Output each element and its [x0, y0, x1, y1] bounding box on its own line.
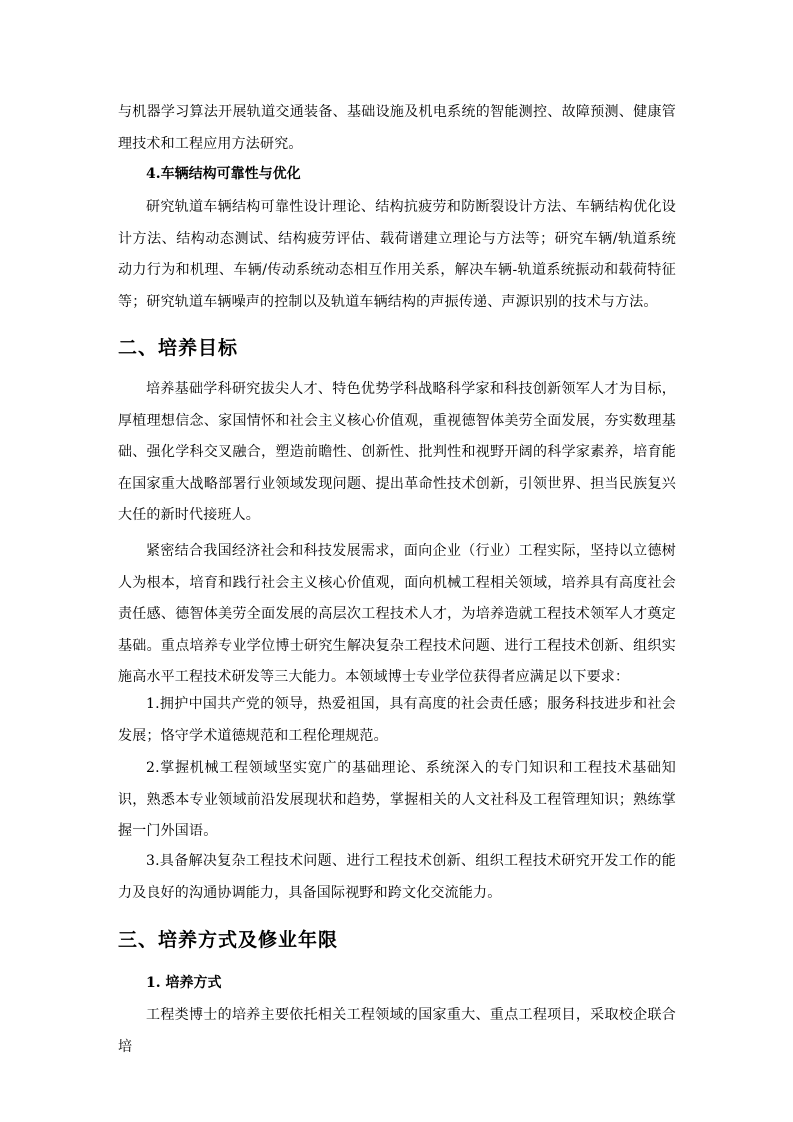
subheading-vehicle-structure-reliability: 4.车辆结构可靠性与优化 [146, 166, 301, 182]
subheading-training-mode: 1. 培养方式 [146, 975, 222, 991]
requirement-item-1: 1.拥护中国共产党的领导，热爱祖国，具有高度的社会责任感；服务科技进步和社会发展；恪守学术道德规范和工程伦理规范。 [118, 696, 676, 744]
requirement-item-2: 2.掌握机械工程领域坚实宽广的基础理论、系统深入的专门知识和工程技术基础知识，熟悉本专业领域前沿发展现状和趋势，掌握相关的人文社科及工程管理知识；熟练掌握一门外国语。 [118, 760, 676, 840]
training-goals-paragraph-1: 培养基础学科研究拔尖人才、特色优势学科战略科学家和科技创新领军人才为目标，厚植理想信念、家国情怀和社会主义核心价值观，重视德智体美劳全面发展，夯实数理基础、强化学科交叉融合，塑造前瞻性、创新性、批判性和视野开阔的科学家素养，培育能在国家重大战略部署行业领域发现问题、提出革命性技术创新，引领世界、担当民族复兴大任的新时代接班人。 [118, 381, 676, 524]
section-heading-training-goals: 二、培养目标 [118, 337, 239, 359]
training-goals-paragraph-2: 紧密结合我国经济社会和科技发展需求，面向企业（行业）工程实际，坚持以立德树人为根本，培育和践行社会主义核心价值观，面向机械工程相关领域，培养具有高度社会责任感、德智体美劳全面发展的高层次工程技术人才，为培养造就工程技术领军人才奠定基础。重点培养专业学位博士研究生解决复杂工程技术问题、进行工程技术创新、组织实施高水平工程技术研发等三大能力。本领域博士专业学位获得者应满足以下要求： [118, 543, 676, 686]
training-mode-paragraph: 工程类博士的培养主要依托相关工程领域的国家重大、重点工程项目，采取校企联合培 [118, 1007, 676, 1055]
intro-paragraph: 与机器学习算法开展轨道交通装备、基础设施及机电系统的智能测控、故障预测、健康管理技术和工程应用方法研究。 [118, 104, 676, 152]
requirement-item-3: 3.具备解决复杂工程技术问题、进行工程技术创新、组织工程技术研究开发工作的能力及良好的沟通协调能力，具备国际视野和跨文化交流能力。 [118, 853, 676, 901]
section-heading-training-mode-duration: 三、培养方式及修业年限 [118, 929, 339, 951]
vehicle-structure-paragraph: 研究轨道车辆结构可靠性设计理论、结构抗疲劳和防断裂设计方法、车辆结构优化设计方法、结构动态测试、结构疲劳评估、载荷谱建立理论与方法等；研究车辆/轨道系统动力行为和机理、车辆/传动系统动态相互作用关系，解决车辆-轨道系统振动和载荷特征等；研究轨道车辆噪声的控制以及轨道车辆结构的声振传递、声源识别的技术与方法。 [118, 199, 676, 310]
